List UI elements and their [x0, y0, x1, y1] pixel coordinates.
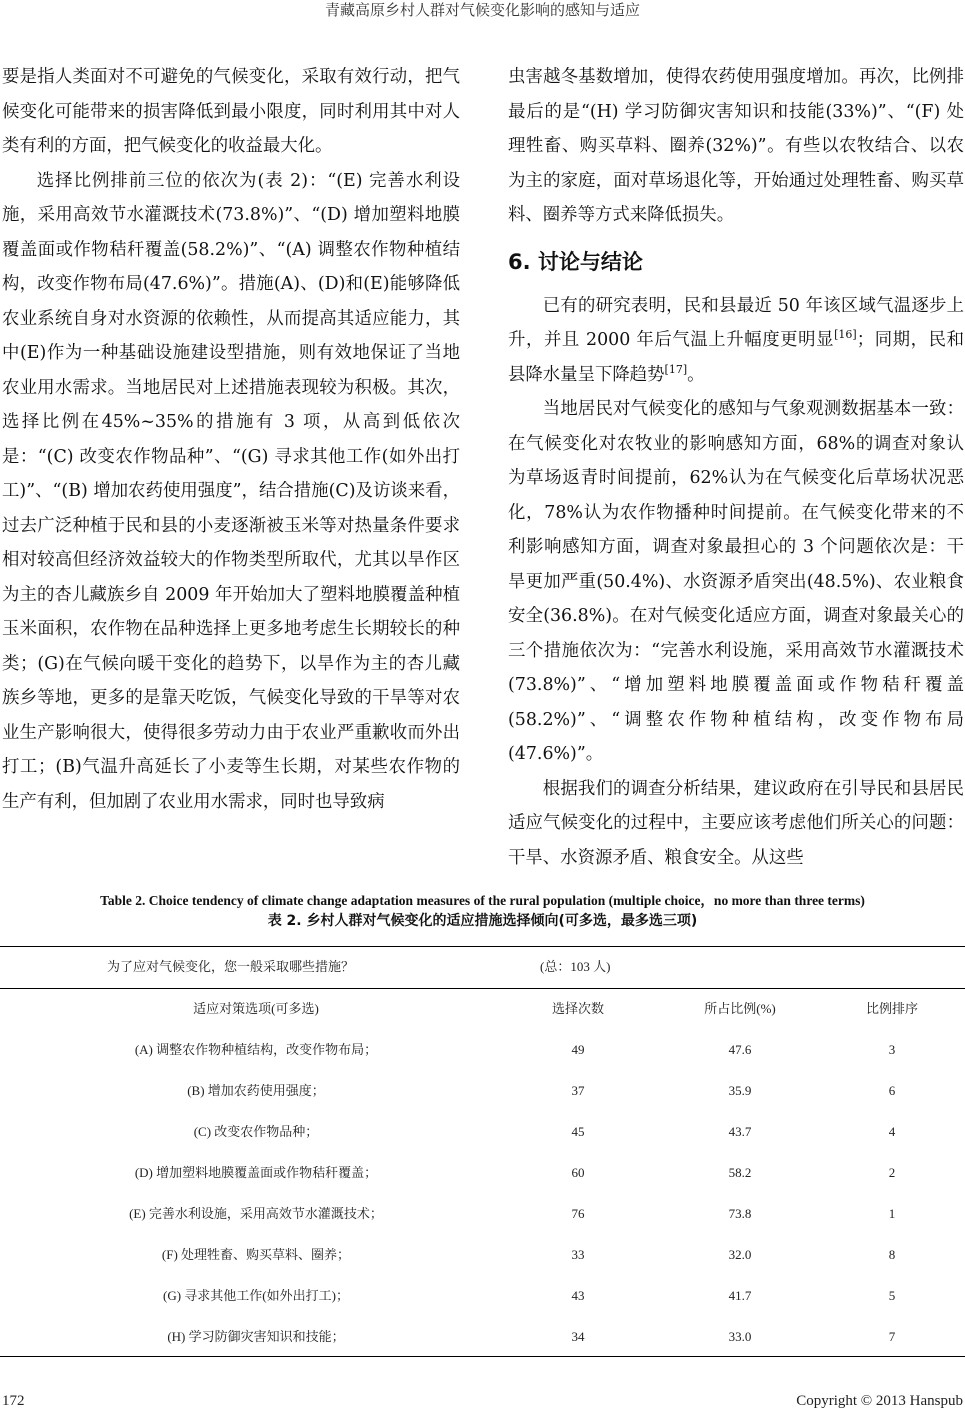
row-rank: 8 — [888, 1247, 896, 1262]
paragraph-text: ；同期，民和县降水量呈下降趋势 — [508, 330, 964, 385]
row-rank: 4 — [888, 1124, 896, 1139]
column-header-rank: 比例排序 — [865, 1001, 918, 1016]
row-count: 37 — [571, 1083, 585, 1098]
paragraph: 根据我们的调查分析结果，建议政府在引导民和县居民适应气候变化的过程中，主要应该考虑他们所关心的问题：干旱、水资源矛盾、粮食安全。从这些 — [508, 778, 964, 868]
row-option: (E) 完善水利设施，采用高效节水灌溉技术； — [129, 1206, 383, 1221]
table-bottom-rule — [0, 1356, 965, 1357]
row-percent: 58.2 — [728, 1165, 752, 1180]
table-top-rule — [0, 946, 965, 947]
row-option: (B) 增加农药使用强度； — [187, 1083, 325, 1098]
row-percent: 33.0 — [728, 1329, 752, 1344]
row-count: 76 — [571, 1206, 585, 1221]
row-rank: 7 — [888, 1329, 896, 1344]
row-count: 49 — [571, 1042, 585, 1057]
paragraph — [508, 289, 964, 393]
row-percent: 73.8 — [728, 1206, 752, 1221]
running-head: 青藏高原乡村人群对气候变化影响的感知与适应 — [324, 1, 640, 19]
row-percent: 35.9 — [728, 1083, 752, 1098]
left-column — [2, 60, 460, 819]
row-count: 43 — [571, 1288, 585, 1303]
right-column — [508, 60, 964, 875]
citation-link[interactable]: [17] — [664, 362, 688, 376]
row-percent: 41.7 — [728, 1288, 752, 1303]
row-percent: 43.7 — [728, 1124, 752, 1139]
row-option: (G) 寻求其他工作(如外出打工)； — [163, 1288, 349, 1303]
table-mid-rule — [0, 988, 965, 989]
paragraph-text: 。 — [687, 364, 705, 385]
row-option: (F) 处理牲畜、购买草料、圈养； — [161, 1247, 351, 1262]
row-rank: 3 — [888, 1042, 896, 1057]
table-question: 为了应对气候变化，您一般采取哪些措施？ — [107, 959, 355, 974]
row-count: 34 — [571, 1329, 585, 1344]
paragraph: 虫害越冬基数增加，使得农药使用强度增加。再次，比例排最后的是“(H) 学习防御灾害知识和技能(33%)”、“(F) 处理牲畜、购买草料、圈养(32%)”。有些以农牧结合、以农为主的家庭，面对草场退化等，开始通过处理牲畜、购买草料、圈养等方式来降低损失。 — [508, 67, 964, 225]
section-heading: 6. 讨论与结论 — [508, 249, 643, 274]
copyright: Copyright © 2013 Hanspub — [796, 1393, 963, 1409]
paragraph: 要是指人类面对不可避免的气候变化，采取有效行动，把气候变化可能带来的损害降低到最小限度，同时利用其中对人类有利的方面，把气候变化的收益最大化。 — [2, 67, 460, 156]
table-caption-en: Table 2. Choice tendency of climate change adaptation measures of the rural population (multiple choice，no more than three terms) — [100, 893, 865, 908]
row-count: 60 — [571, 1165, 585, 1180]
paragraph: 选择比例排前三位的依次为(表 2)：“(E) 完善水利设施，采用高效节水灌溉技术(73.8%)”、“(D) 增加塑料地膜覆盖面或作物秸秆覆盖(58.2%)”、“(A) 调整农作物种植结构，改变作物布局(47.6%)”。措施(A)、(D)和(E)能够降低农业系统自身对水资源的依赖性，从而提高其适应能力，其中(E)作为一种基础设施建设型措施，则有效地保证了当地农业用水需求。当地居民对上述措施表现较为积极。其次，选择比例在45%~35%的措施有 3 项，从高到低依次是：“(C) 改变农作物品种”、“(G) 寻求其他工作(如外出打工)”、“(B) 增加农药使用强度”，结合措施(C)及访谈来看，过去广泛种植于民和县的小麦逐渐被玉米等对热量条件要求相对较高但经济效益较大的作物类型所取代，尤其以旱作区为主的杏儿藏族乡自 2009 年开始加大了塑料地膜覆盖种植玉米面积，农作物在品种选择上更多地考虑生长期较长的种类；(G)在气候向暖干变化的趋势下，以旱作为主的杏儿藏族乡等地，更多的是靠天吃饭，气候变化导致的干旱等对农业生产影响很大，使得很多劳动力由于农业严重歉收而外出打工；(B)气温升高延长了小麦等生长期，对某些农作物的生产有利，但加剧了农业用水需求，同时也导致病 — [2, 170, 460, 812]
table-caption-zh: 表 2. 乡村人群对气候变化的适应措施选择倾向(可多选，最多选三项) — [267, 913, 698, 929]
row-option: (H) 学习防御灾害知识和技能； — [167, 1329, 345, 1344]
row-rank: 1 — [888, 1206, 896, 1221]
page-number: 172 — [2, 1393, 25, 1409]
row-rank: 2 — [888, 1165, 896, 1180]
paragraph-text: 已有的研究表明，民和县最近 50 年该区域气温逐步上升，并且 2000 年后气温上升幅度更明显 — [508, 295, 964, 350]
row-rank: 6 — [888, 1083, 896, 1098]
table-total: (总：103 人) — [540, 959, 611, 974]
paragraph: 当地居民对气候变化的感知与气象观测数据基本一致：在气候变化对农牧业的影响感知方面，68%的调查对象认为草场返青时间提前，62%认为在气候变化后草场状况恶化，78%认为农作物播种时间提前。在气候变化带来的不利影响感知方面，调查对象最担心的 3 个问题依次是：干旱更加严重(50.4%)、水资源矛盾突出(48.5%)、农业粮食安全(36.8%)。在对气候变化适应方面，调查对象最关心的三个措施依次为：“完善水利设施，采用高效节水灌溉技术(73.8%)”、“增加塑料地膜覆盖面或作物秸秆覆盖(58.2%)”、“调整农作物种植结构，改变作物布局(47.6%)”。 — [508, 399, 964, 764]
column-header-option: 适应对策选项(可多选) — [193, 1001, 319, 1016]
row-count: 45 — [571, 1124, 585, 1139]
column-header-percent: 所占比例(%) — [704, 1001, 776, 1016]
column-header-count: 选择次数 — [551, 1001, 604, 1016]
row-rank: 5 — [888, 1288, 896, 1303]
citation-link[interactable]: [16] — [834, 328, 857, 341]
row-option: (A) 调整农作物种植结构，改变作物布局； — [134, 1042, 378, 1057]
row-option: (D) 增加塑料地膜覆盖面或作物秸秆覆盖； — [134, 1165, 378, 1180]
row-percent: 47.6 — [728, 1042, 752, 1057]
row-option: (C) 改变农作物品种； — [193, 1124, 319, 1139]
row-count: 33 — [571, 1247, 585, 1262]
row-percent: 32.0 — [728, 1247, 752, 1262]
